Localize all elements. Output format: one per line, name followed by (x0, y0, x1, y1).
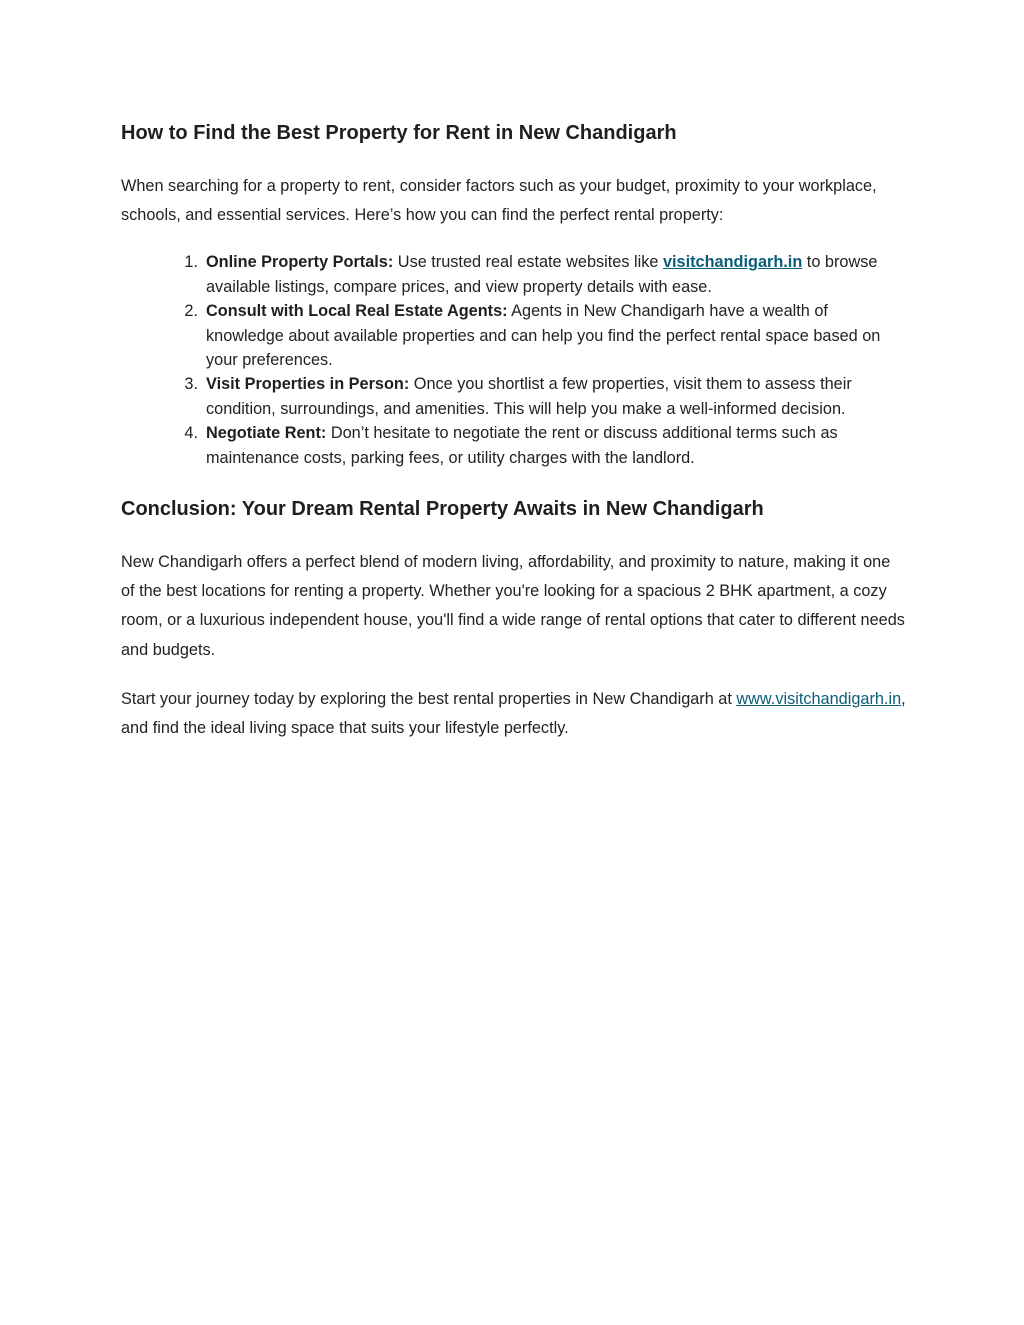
step-text: Agents in New Chandigarh have a wealth of knowledge about available properties and can help you find the perfect rental space based on your preferences. (206, 302, 881, 370)
cta-text: , and find the ideal living space that suits your lifestyle perfectly. (121, 689, 906, 738)
step-title: Negotiate Rent: (206, 424, 327, 443)
step-title: Online Property Portals: (206, 253, 394, 272)
step-title: Consult with Local Real Estate Agents: (206, 302, 508, 321)
list-item (184, 250, 906, 299)
step-text: Once you shortlist a few properties, visit them to assess their condition, surroundings, and amenities. This will help you make a well-informed decision. (206, 375, 852, 418)
step-text: Use trusted real estate websites like (393, 253, 663, 272)
visitchandigarh-link[interactable]: visitchandigarh.in (662, 253, 803, 272)
section-heading-conclusion: Conclusion: Your Dream Rental Property Awaits in New Chandigarh (121, 498, 764, 521)
list-item (184, 421, 906, 470)
document-content (121, 114, 906, 743)
list-item (184, 372, 906, 421)
cta-text: Start your journey today by exploring the best rental properties in New Chandigarh at (121, 689, 737, 708)
step-text: Don’t hesitate to negotiate the rent or discuss additional terms such as maintenance costs, parking fees, or utility charges with the landlord. (206, 424, 838, 467)
intro-paragraph: When searching for a property to rent, consider factors such as your budget, proximity to your workplace, schools, and essential services. Here’s how you can find the perfect rental property: (121, 177, 877, 225)
call-to-action-paragraph (121, 685, 906, 743)
conclusion-paragraph: New Chandigarh offers a perfect blend of modern living, affordability, and proximity to nature, making it one of the best locations for renting a property. Whether you're looking for a spacious 2 BHK apartment, a cozy room, or a luxurious independent house, you'll find a wide range of rental options that cater to different needs and budgets. (121, 553, 905, 659)
steps-list (121, 250, 906, 470)
section-heading-find-property: How to Find the Best Property for Rent in New Chandigarh (121, 122, 677, 144)
list-number: 1. (184, 253, 198, 272)
list-number: 3. (184, 375, 198, 394)
website-link[interactable]: www.visitchandigarh.in (736, 689, 902, 708)
list-number: 2. (184, 302, 198, 321)
step-title: Visit Properties in Person: (206, 375, 410, 394)
list-item (184, 299, 906, 372)
step-text: to browse available listings, compare prices, and view property details with ease. (206, 253, 878, 296)
list-number: 4. (184, 424, 198, 443)
